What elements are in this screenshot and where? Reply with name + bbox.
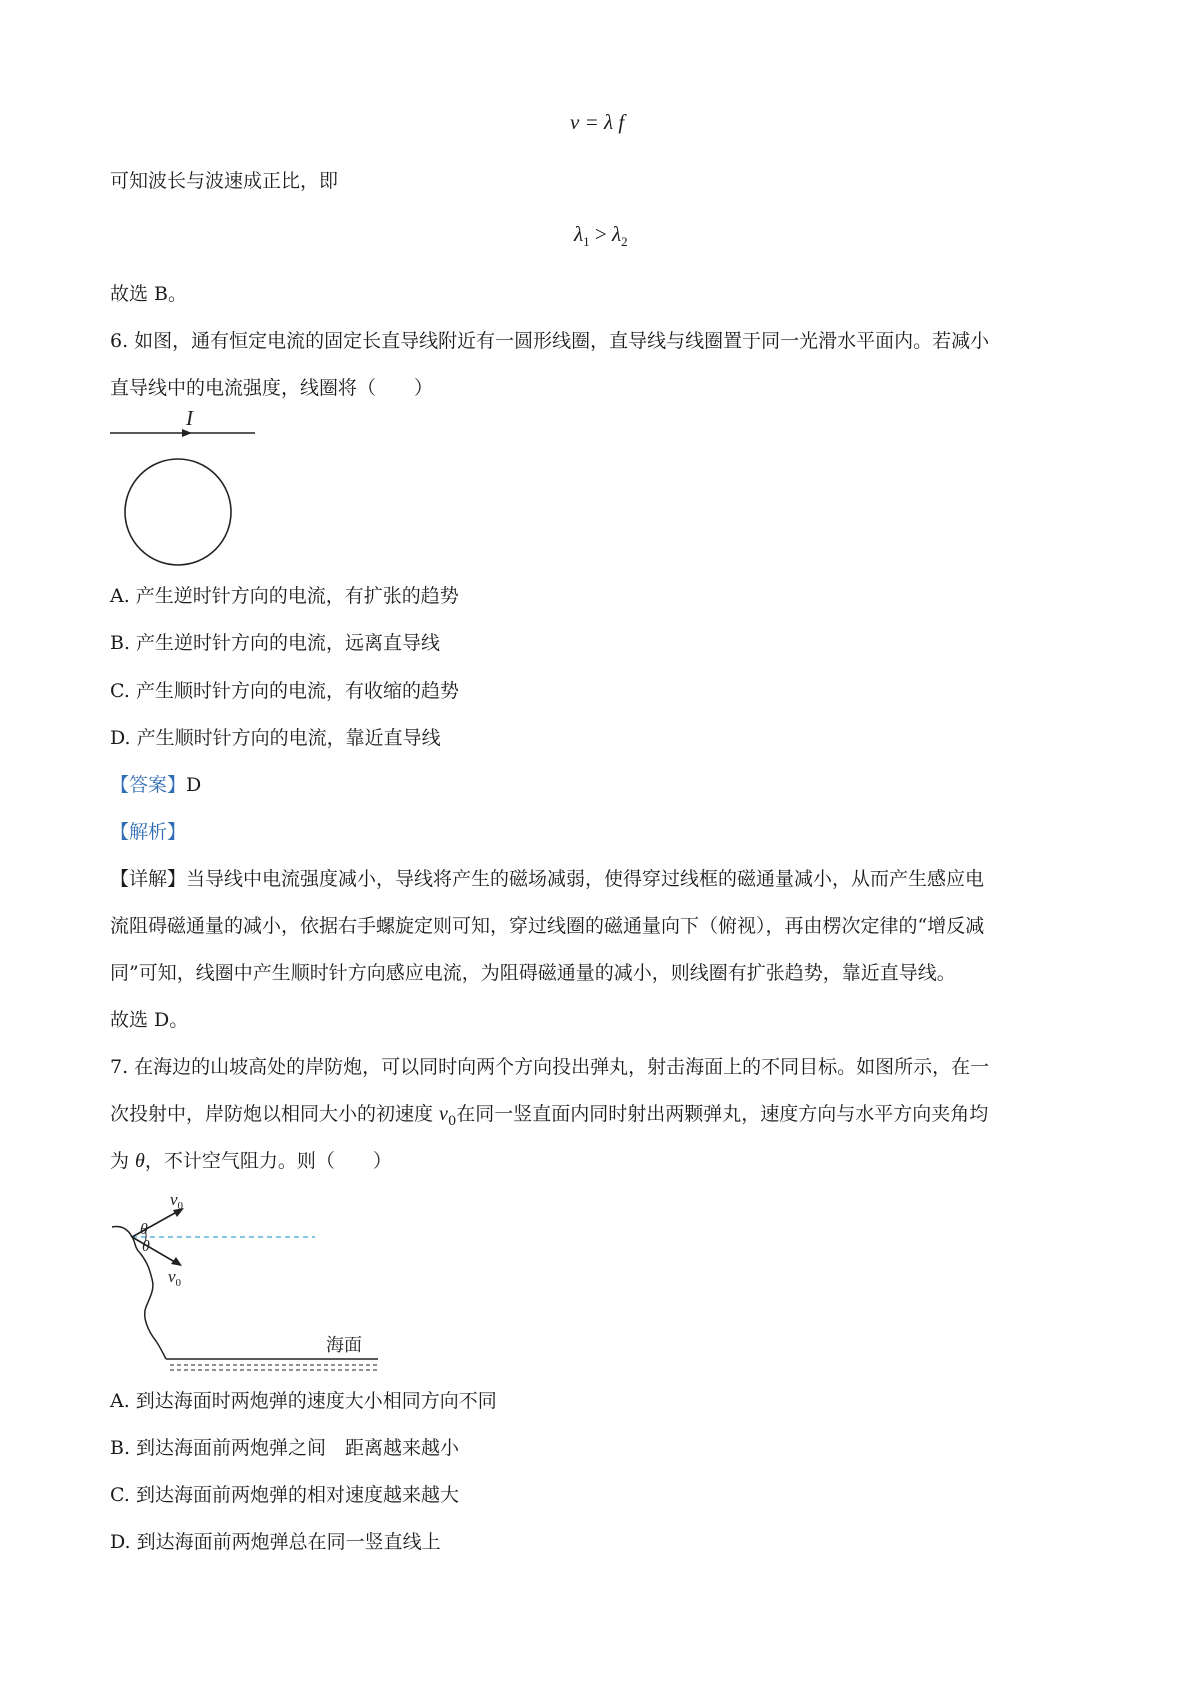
q6-current-label: I: [186, 406, 193, 430]
q7-option-b: B. 到达海面前两炮弹之间 距离越来越小: [110, 1437, 460, 1459]
q6-current-arrow: [182, 429, 192, 437]
q6-answer: [110, 770, 201, 797]
lambda-1: λ: [574, 222, 584, 246]
formula-v-lambda-f: v = λ f: [570, 110, 625, 134]
q6-detail-line1: [110, 864, 984, 891]
q6-coil: [125, 459, 231, 565]
q6-option-a: A. 产生逆时针方向的电流，有扩张的趋势: [110, 585, 459, 607]
lambda-1-sub: 1: [583, 234, 590, 250]
q7-figure: [100, 1185, 400, 1375]
q7-stem-line3a: 为: [110, 1150, 136, 1172]
q7-cliff: [112, 1226, 166, 1359]
formula-lambda-compare: [574, 222, 628, 250]
q7-stem-line2b: 在同一竖直面内同时射出两颗弹丸，速度方向与水平方向夹角均: [456, 1103, 989, 1125]
lambda-2: λ: [611, 222, 622, 246]
q7-stem-line2: [110, 1099, 988, 1129]
q7-stem-line2a: 次投射中，岸防炮以相同大小的初速度: [110, 1103, 440, 1125]
q7-sea-label: 海面: [326, 1335, 362, 1356]
greater-than: >: [589, 222, 612, 246]
q7-stem-line3: [110, 1146, 392, 1173]
q6-option-b: B. 产生逆时针方向的电流，远离直导线: [110, 632, 441, 654]
q6-conclusion: 故选 D。: [110, 1009, 189, 1031]
q7-stem-line3b: ，不计空气阻力。则（ ）: [144, 1150, 392, 1172]
q7-stem-theta: θ: [135, 1150, 145, 1172]
q6-stem-line2: 直导线中的电流强度，线圈将（ ）: [110, 377, 434, 399]
answer-value: D: [186, 774, 202, 796]
q6-detail-line2: 流阻碍磁通量的减小，依据右手螺旋定则可知，穿过线圈的磁通量向下（俯视），再由楞次定律的“增反减: [110, 915, 985, 937]
q7-option-a: A. 到达海面时两炮弹的速度大小相同方向不同: [110, 1390, 497, 1412]
text-wavelength-proportional: 可知波长与波速成正比，即: [110, 170, 339, 192]
q7-stem-v0: v: [439, 1103, 448, 1125]
q5-conclusion: 故选 B。: [110, 283, 188, 305]
q6-detail-line3: 同”可知，线圈中产生顺时针方向感应电流，为阻碍磁通量的减小，则线圈有扩张趋势，靠近直导线。: [110, 962, 956, 984]
answer-tag: 【答案】: [110, 774, 187, 796]
q7-label-theta-top: θ: [140, 1221, 148, 1238]
q6-option-c: C. 产生顺时针方向的电流，有收缩的趋势: [110, 680, 459, 702]
analysis-tag: 【解析】: [110, 821, 187, 843]
q7-option-c: C. 到达海面前两炮弹的相对速度越来越大: [110, 1484, 459, 1506]
lambda-2-sub: 2: [621, 234, 628, 250]
q6-stem-line1: 6. 如图，通有恒定电流的固定长直导线附近有一圆形线圈，直导线与线圈置于同一光滑水平面内。若减小: [110, 330, 990, 352]
detail-tag: 【详解】: [110, 868, 187, 890]
q6-option-d: D. 产生顺时针方向的电流，靠近直导线: [110, 727, 441, 749]
q7-label-v0-top: $v_0$: [170, 1190, 184, 1212]
detail-text-1: 当导线中电流强度减小，导线将产生的磁场减弱，使得穿过线框的磁通量减小，从而产生感应电: [186, 868, 985, 890]
q7-stem-v0-sub: 0: [447, 1113, 457, 1129]
q7-label-theta-bottom: θ: [142, 1238, 150, 1255]
q6-figure: [100, 405, 260, 570]
q7-option-d: D. 到达海面前两炮弹总在同一竖直线上: [110, 1531, 441, 1553]
q7-label-v0-bottom: $v_0$: [168, 1267, 182, 1289]
q7-stem-line1: 7. 在海边的山坡高处的岸防炮，可以同时向两个方向投出弹丸，射击海面上的不同目标。如图所示，在一: [110, 1056, 990, 1078]
